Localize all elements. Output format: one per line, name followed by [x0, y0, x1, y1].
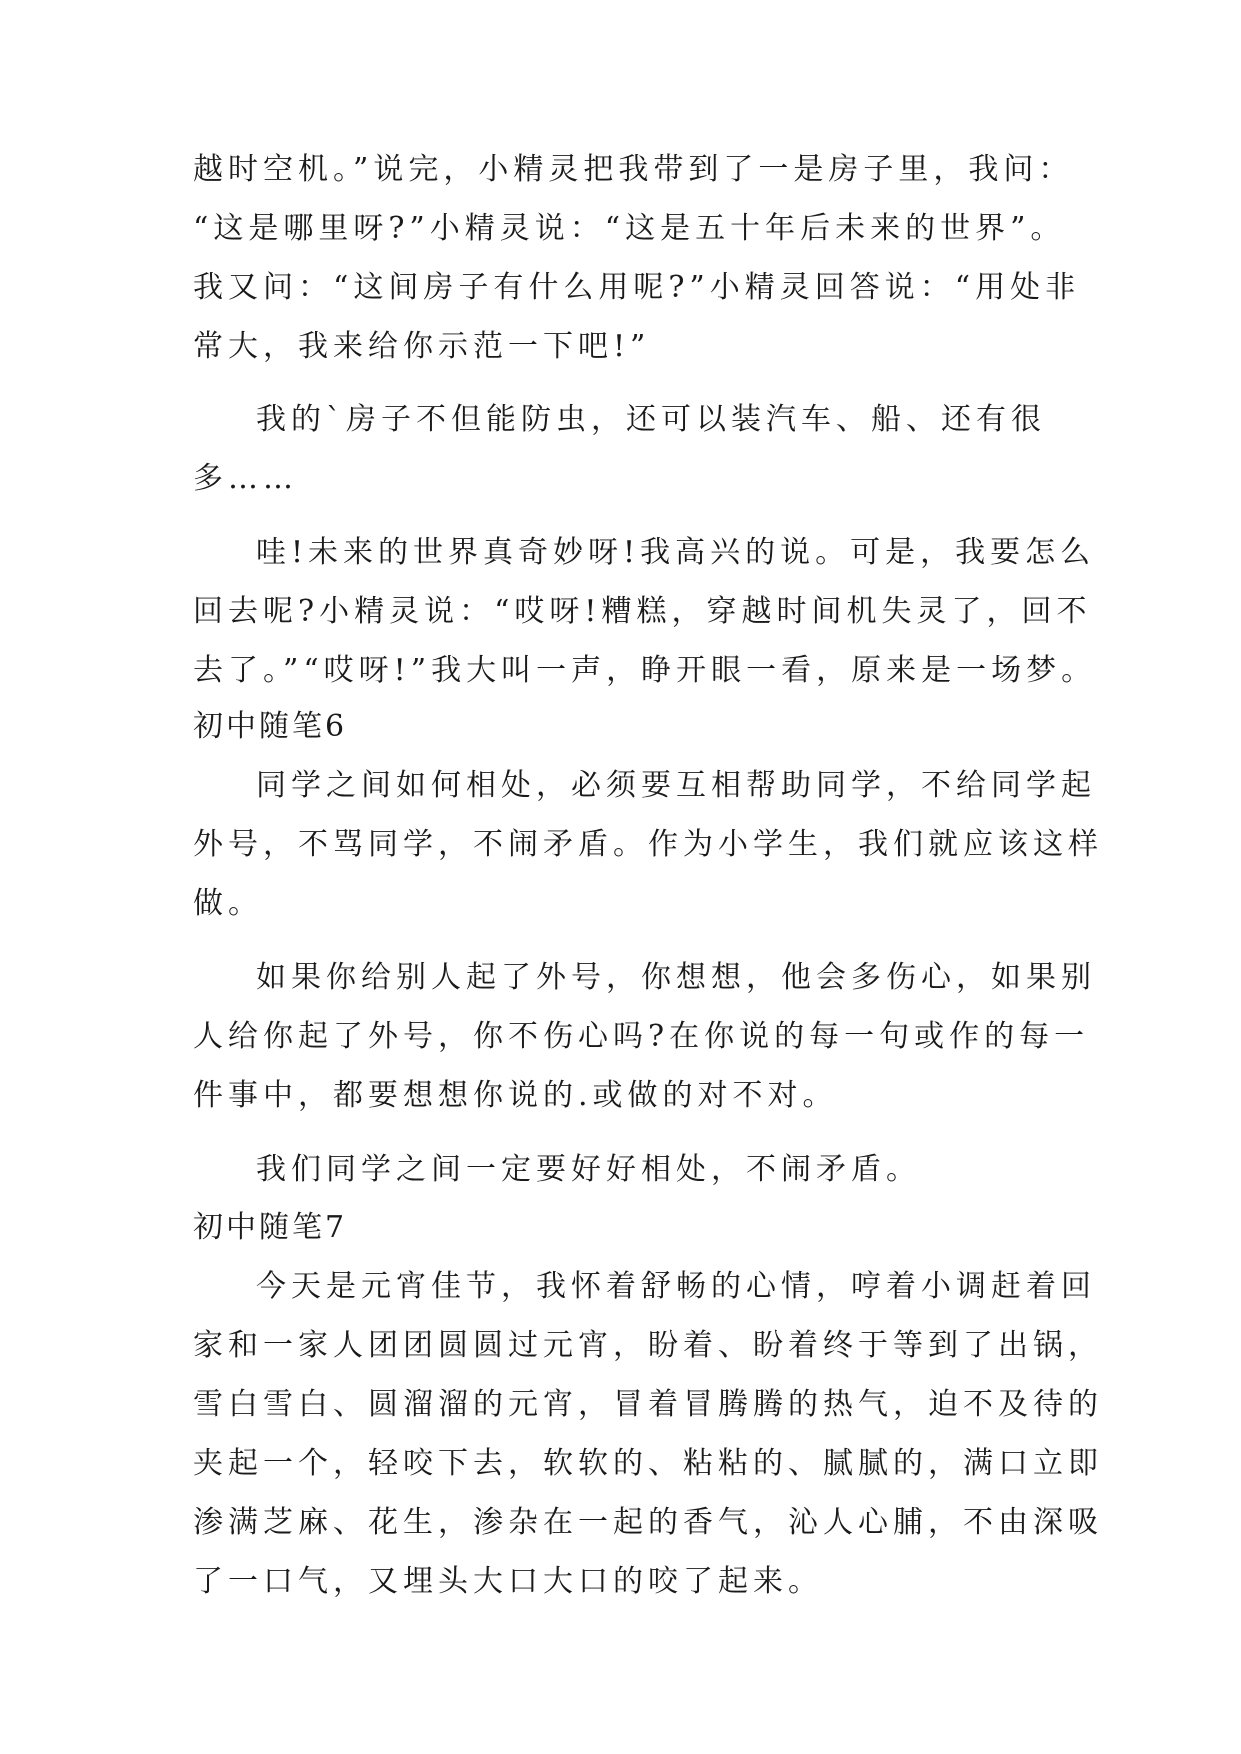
- text-line: 我的`房子不但能防虫，还可以装汽车、船、还有很: [256, 402, 1046, 437]
- text-line: 去了。”“哎呀!”我大叫一声，睁开眼一看，原来是一场梦。: [193, 653, 1097, 688]
- text-line: 夹起一个，轻咬下去，软软的、粘粘的、腻腻的，满口立即: [193, 1446, 1103, 1481]
- section-heading: 初中随笔7: [193, 1210, 348, 1245]
- text-line: 雪白雪白、圆溜溜的元宵，冒着冒腾腾的热气，迫不及待的: [193, 1387, 1103, 1422]
- text-line: 多……: [193, 461, 298, 496]
- text-line: 家和一家人团团圆圆过元宵，盼着、盼着终于等到了出锅，: [193, 1328, 1103, 1363]
- text-line: 我又问：“这间房子有什么用呢?”小精灵回答说：“用处非: [193, 270, 1081, 305]
- text-line: “这是哪里呀?”小精灵说：“这是五十年后未来的世界”。: [193, 211, 1066, 246]
- text-line: 回去呢?小精灵说：“哎呀!糟糕，穿越时间机失灵了，回不: [193, 594, 1092, 629]
- text-line: 做。: [193, 886, 263, 921]
- text-line: 今天是元宵佳节，我怀着舒畅的心情，哼着小调赶着回: [256, 1269, 1096, 1304]
- text-line: 哇!未来的世界真奇妙呀!我高兴的说。可是，我要怎么: [256, 535, 1096, 570]
- text-line: 渗满芝麻、花生，渗杂在一起的香气，沁人心脯，不由深吸: [193, 1505, 1103, 1540]
- text-line: 我们同学之间一定要好好相处，不闹矛盾。: [256, 1152, 921, 1187]
- text-line: 人给你起了外号，你不伤心吗?在你说的每一句或作的每一: [193, 1019, 1090, 1054]
- text-line: 了一口气，又埋头大口大口的咬了起来。: [193, 1564, 823, 1599]
- text-line: 同学之间如何相处，必须要互相帮助同学，不给同学起: [256, 768, 1096, 803]
- text-line: 越时空机。”说完，小精灵把我带到了一是房子里，我问：: [193, 152, 1074, 187]
- text-line: 外号，不骂同学，不闹矛盾。作为小学生，我们就应该这样: [193, 827, 1103, 862]
- section-heading: 初中随笔6: [193, 709, 348, 744]
- text-line: 如果你给别人起了外号，你想想，他会多伤心，如果别: [256, 960, 1096, 995]
- text-line: 件事中，都要想想你说的.或做的对不对。: [193, 1078, 838, 1113]
- text-line: 常大，我来给你示范一下吧!”: [193, 329, 651, 364]
